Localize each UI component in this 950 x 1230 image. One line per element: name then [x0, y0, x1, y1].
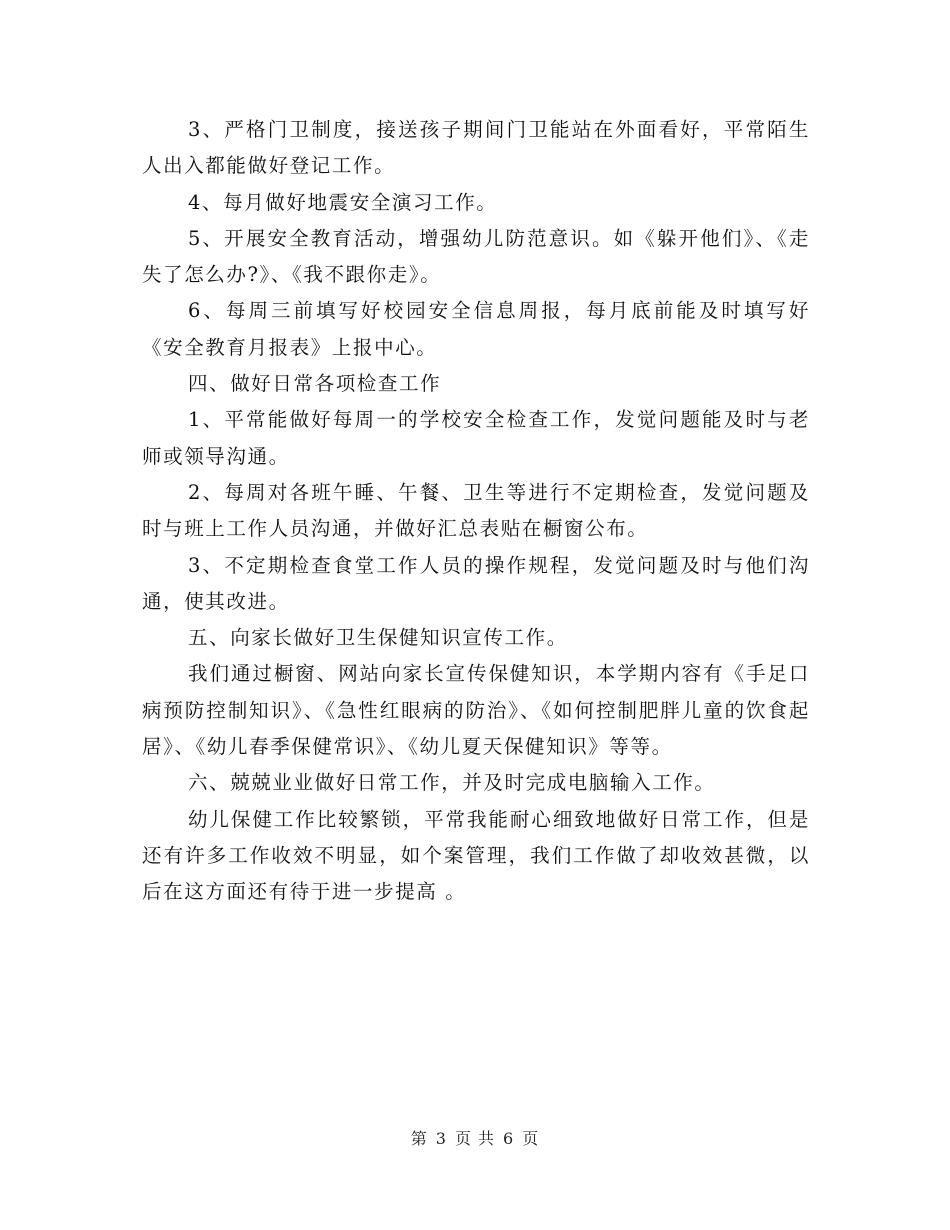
footer-total-pages: 6: [503, 1129, 515, 1148]
footer-current-page: 3: [435, 1129, 447, 1148]
section-heading-daily-work: 六、兢兢业业做好日常工作，并及时完成电脑输入工作。: [188, 771, 716, 795]
section-heading-daily-checks: 四、做好日常各项检查工作: [188, 372, 442, 396]
footer-middle: 页 共: [454, 1129, 496, 1148]
paragraph-gate-security: 3、严格门卫制度，接送孩子期间门卫能站在外面看好，平常陌生人出入都能做好登记工作。: [142, 118, 810, 178]
paragraph-weekly-report: 6、每周三前填写好校园安全信息周报，每月底前能及时填写好《安全教育月报表》上报中心。: [142, 299, 810, 359]
paragraph-earthquake-drill: 4、每月做好地震安全演习工作。: [188, 190, 498, 214]
section-heading-health-publicity: 五、向家长做好卫生保健知识宣传工作。: [188, 626, 568, 650]
page-footer: [0, 1126, 950, 1149]
paragraph-conclusion: 幼儿保健工作比较繁锁，平常我能耐心细致地做好日常工作，但是还有许多工作收效不明显，如个案管理，我们工作做了却收效甚微，以后在这方面还有待于进一步提高 。: [142, 807, 810, 904]
paragraph-weekly-inspection: 1、平常能做好每周一的学校安全检查工作，发觉问题能及时与老师或领导沟通。: [142, 408, 810, 468]
document-body: [142, 112, 810, 911]
footer-suffix: 页: [522, 1129, 540, 1148]
footer-prefix: 第: [410, 1129, 428, 1148]
paragraph-canteen-checks: 3、不定期检查食堂工作人员的操作规程，发觉问题及时与他们沟通，使其改进。: [142, 553, 810, 613]
paragraph-class-checks: 2、每周对各班午睡、午餐、卫生等进行不定期检查，发觉问题及时与班上工作人员沟通，并做好汇总表贴在橱窗公布。: [142, 480, 810, 541]
paragraph-health-knowledge: 我们通过橱窗、网站向家长宣传保健知识，本学期内容有《手足口病预防控制知识》、《急性红眼病的防治》、《如何控制肥胖儿童的饮食起居》、《幼儿春季保健常识》、《幼儿夏天保健知识》等等。: [142, 662, 810, 759]
paragraph-safety-education: 5、开展安全教育活动，增强幼儿防范意识。如《躲开他们》、《走失了怎么办?》、《我不跟你走》。: [142, 226, 810, 287]
